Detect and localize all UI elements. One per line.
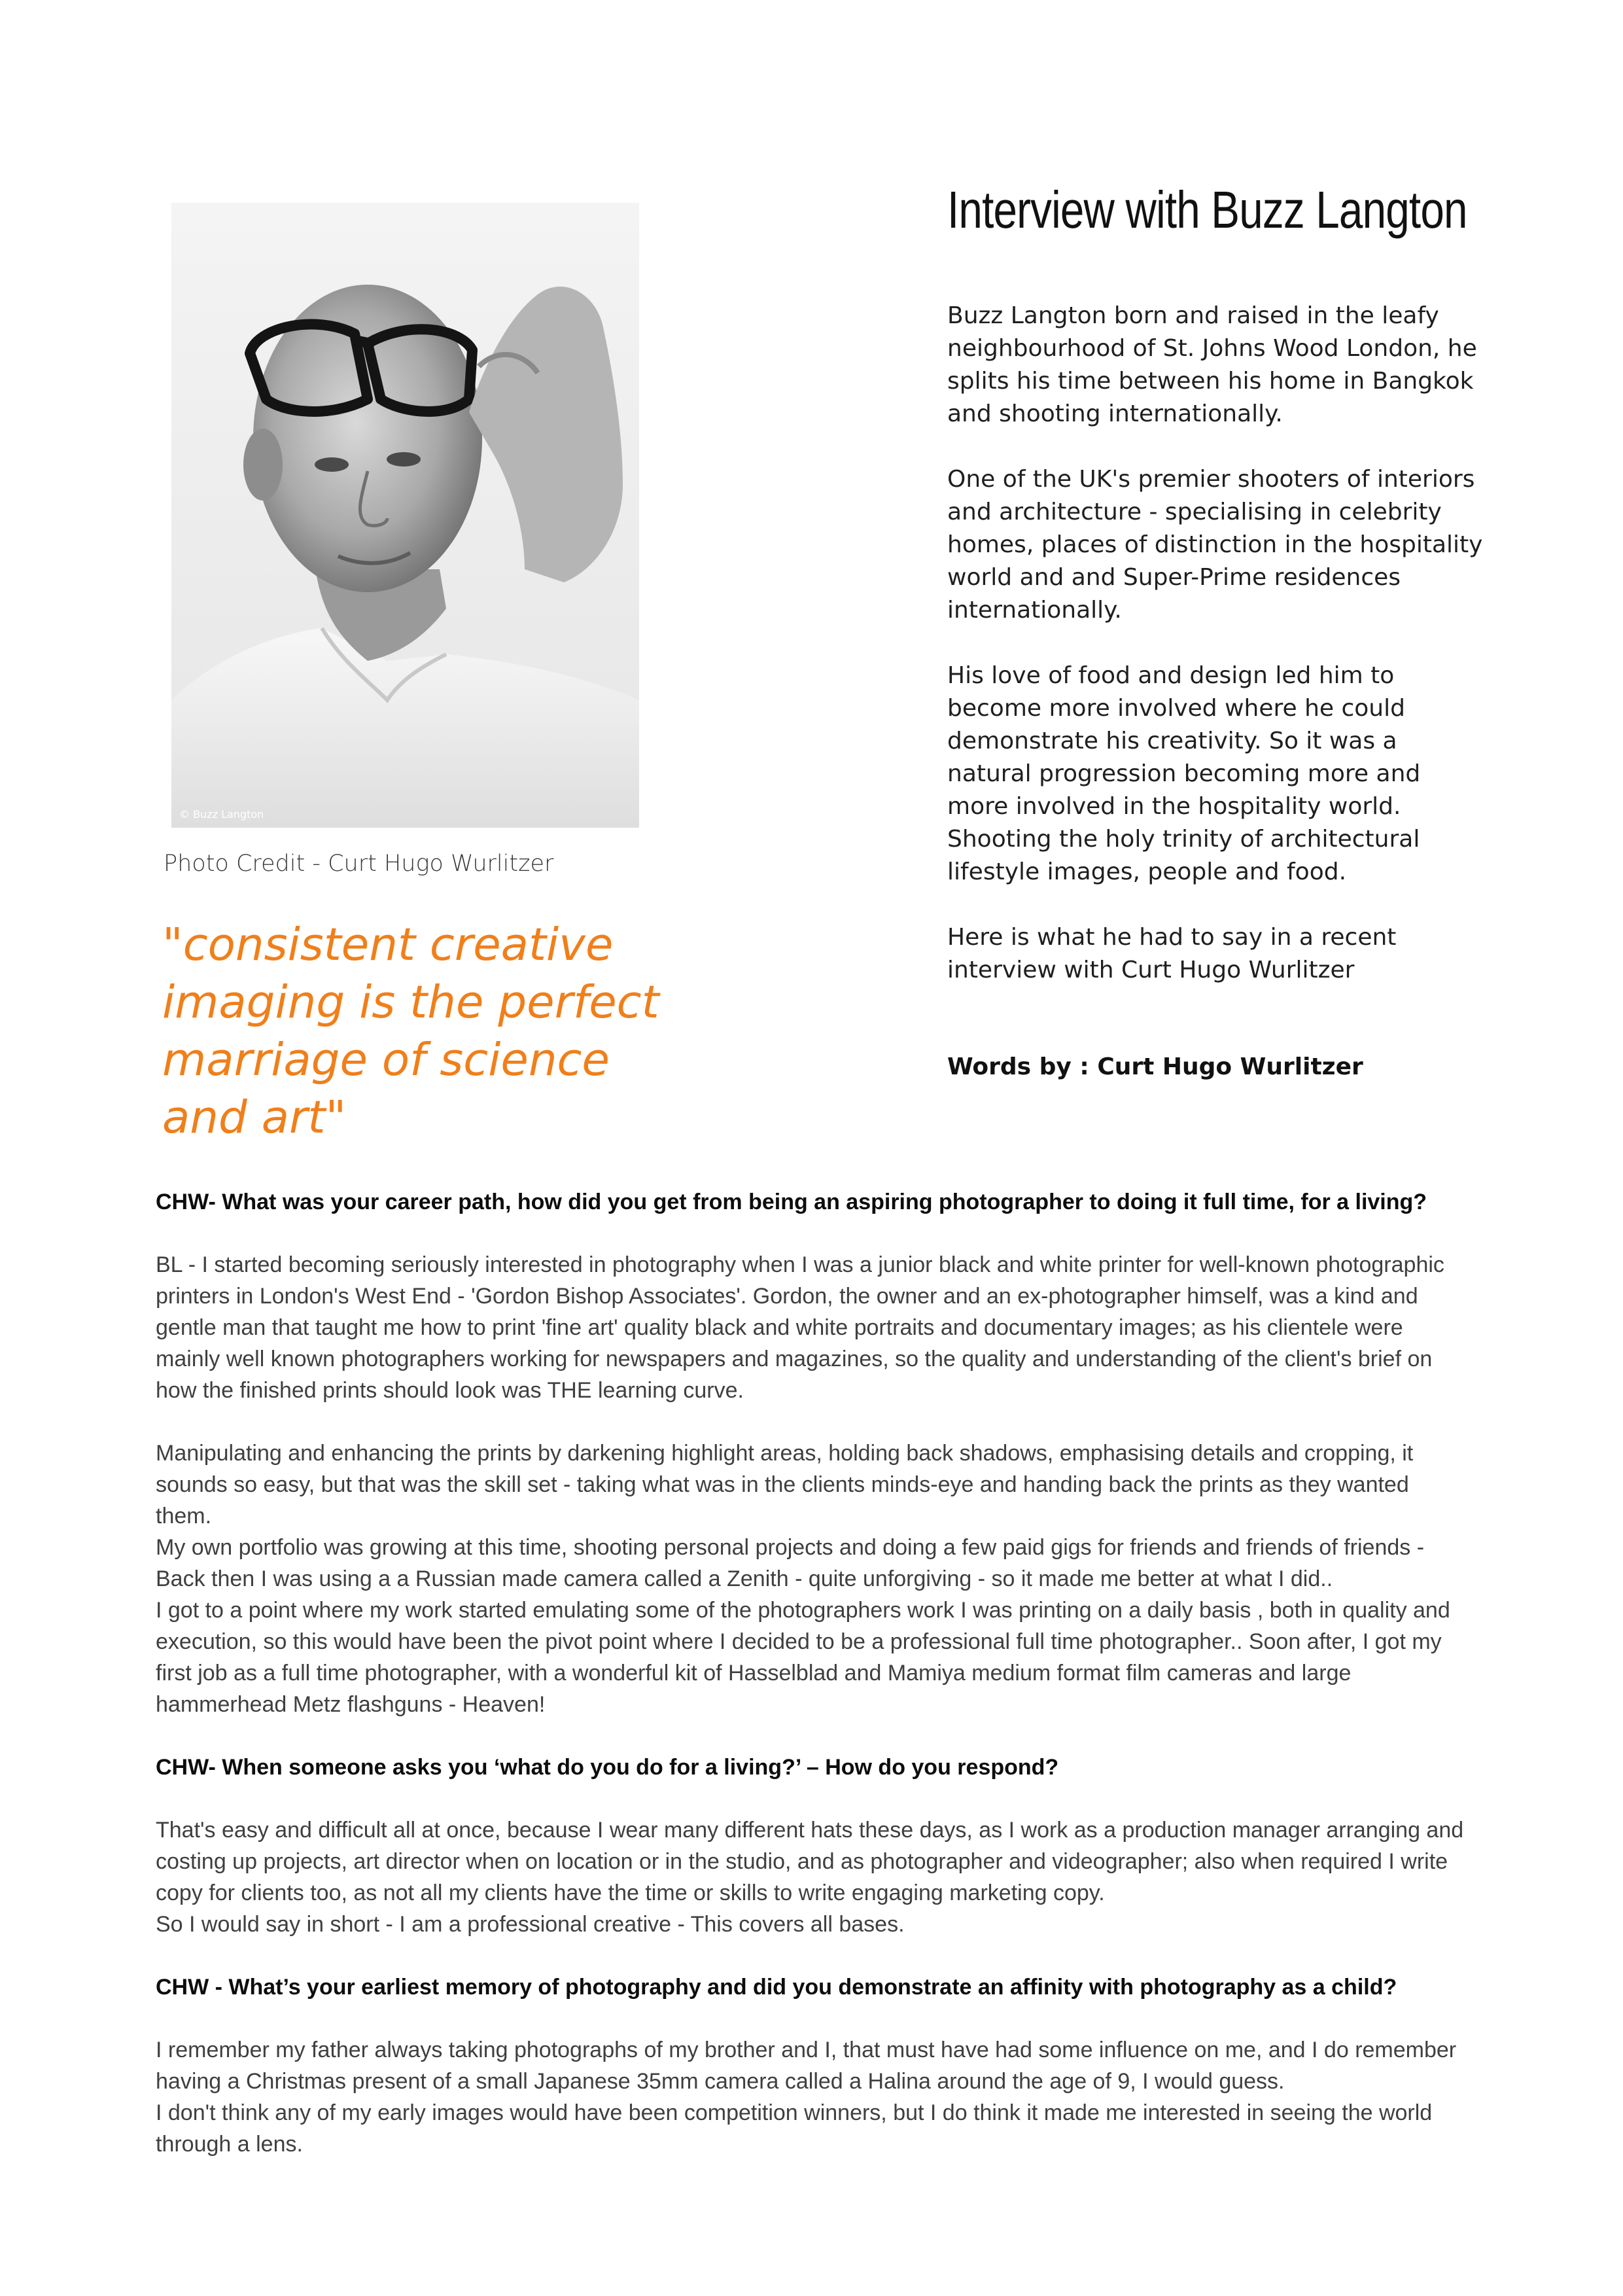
intro-paragraph: His love of food and design led him to become more involved where he could demonstrate his creativity. So it was a natural progression becoming more and more involved in the hospitality world. Shooting the holy trinity of architectural lifestyle images, people and food. [947, 662, 1421, 885]
portrait-photo [171, 203, 639, 828]
intro-paragraph: Here is what he had to say in a recent interview with Curt Hugo Wurlitzer [947, 924, 1397, 983]
interview-answer: Manipulating and enhancing the prints by darkening highlight areas, holding back shadows, emphasising details and cropping, it sounds so easy, but that was the skill set - taking what was in the clients minds-eye and handing back the prints as they wanted them. [156, 1441, 1414, 1528]
interview-answer: BL - I started becoming seriously interested in photography when I was a junior black and white printer for well-known photographic printers in London's West End - 'Gordon Bishop Associates'. Gordon, the owner and an ex-photographer himself, was a kind and gentle man that taught me how to print 'fine art' quality black and white portraits and documentary images; as his clientele were mainly well known photographers working for newspapers and magazines, so the quality and understanding of the client's brief on how the finished prints should look was THE learning curve. [156, 1252, 1444, 1403]
intro-paragraph: One of the UK's premier shooters of interiors and architecture - specialising in celebrity homes, places of distinction in the hospitality world and and Super-Prime residences internationally. [947, 466, 1483, 624]
interview-question: CHW- What was your career path, how did you get from being an aspiring photographer to doing it full time, for a living? [156, 1190, 1427, 1214]
interview-answer: I don't think any of my early images would have been competition winners, but I do think it made me interested in seeing the world through a lens. [156, 2100, 1433, 2157]
intro-paragraph: Buzz Langton born and raised in the leafy neighbourhood of St. Johns Wood London, he splits his time between his home in Bangkok and shooting internationally. [947, 302, 1477, 427]
pull-quote: "consistent creative imaging is the perfect marriage of science and art" [162, 919, 659, 1144]
interview-question: CHW - What’s your earliest memory of photography and did you demonstrate an affinity with photography as a child? [156, 1975, 1397, 2000]
interview-answer: I got to a point where my work started emulating some of the photographers work I was printing on a daily basis , both in quality and execution, so this would have been the pivot point where I decided to be a professional full time photographer.. Soon after, I got my first job as a full time photographer, with a wonderful kit of Hasselblad and Mamiya medium format film cameras and large hammerhead Metz flashguns - Heaven! [156, 1598, 1450, 1717]
interview-answer: My own portfolio was growing at this time, shooting personal projects and doing a few paid gigs for friends and friends of friends - Back then I was using a a Russian made camera called a Zenith - quite unforgiving - so it made me better at what I did.. [156, 1535, 1425, 1591]
interview-answer: So I would say in short - I am a professional creative - This covers all bases. [156, 1912, 905, 1937]
interview-answer: That's easy and difficult all at once, because I wear many different hats these days, as I work as a production manager arranging and costing up projects, art director when on location or in the studio, and as photographer and videographer; also when required I write copy for clients too, as not all my clients have the time or skills to write engaging marketing copy. [156, 1818, 1464, 1905]
interview-body [156, 1186, 1471, 2160]
interview-question: CHW- When someone asks you ‘what do you do for a living?’ – How do you respond? [156, 1755, 1059, 1780]
photo-credit: Photo Credit - Curt Hugo Wurlitzer [164, 851, 554, 877]
intro-text [947, 300, 1484, 1019]
author-byline: Words by : Curt Hugo Wurlitzer [947, 1053, 1363, 1080]
interview-answer: I remember my father always taking photographs of my brother and I, that must have had some influence on me, and I do remember having a Christmas present of a small Japanese 35mm camera called a Halina around the age of 9, I would guess. [156, 2038, 1457, 2094]
page-title: Interview with Buzz Langton [947, 181, 1467, 239]
photo-watermark: © Buzz Langton [179, 808, 264, 821]
portrait-illustration [171, 203, 639, 828]
